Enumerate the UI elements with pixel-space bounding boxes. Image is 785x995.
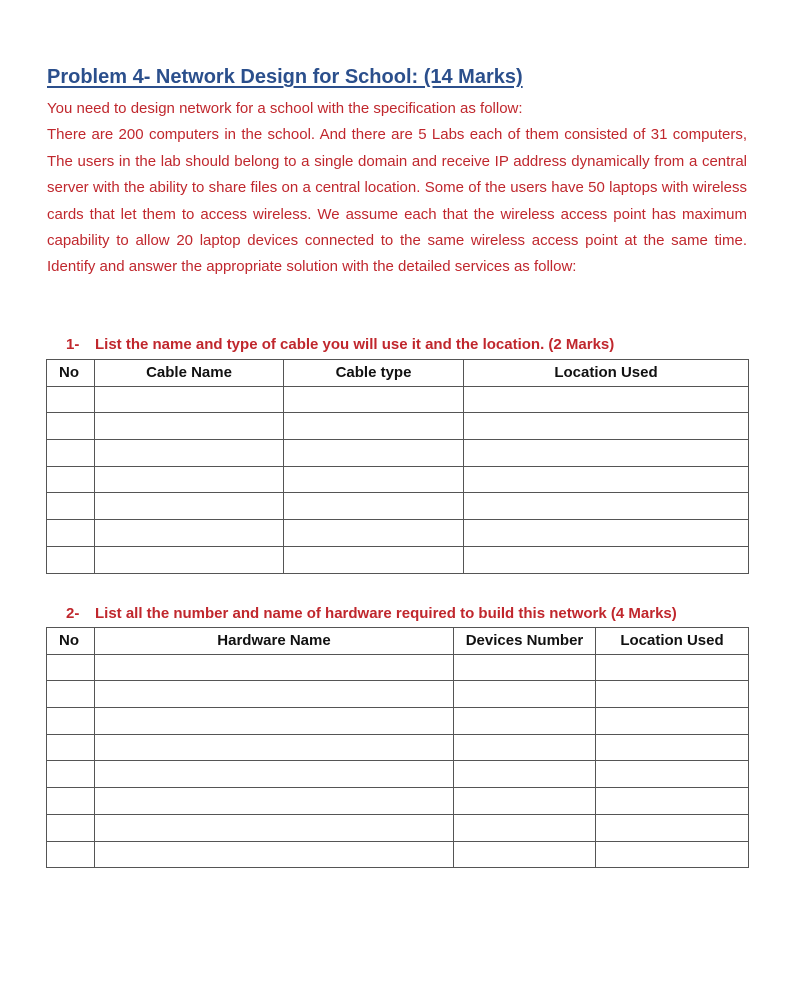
hardware-table-row (47, 841, 749, 868)
question-2-text: List all the number and name of hardware required to build this network (4 Marks) (95, 605, 677, 622)
cable-table-cell[interactable] (284, 546, 464, 573)
cable-table-cell[interactable] (47, 413, 95, 440)
hardware-header-devices: Devices Number (454, 628, 596, 655)
cable-table-row (47, 440, 749, 467)
hardware-table-header (47, 628, 749, 655)
cable-table-cell[interactable] (284, 386, 464, 413)
hardware-table-cell[interactable] (454, 654, 596, 681)
question-1-heading (66, 336, 614, 353)
hardware-header-name: Hardware Name (95, 628, 454, 655)
cable-table (46, 359, 749, 574)
cable-table-row (47, 546, 749, 573)
cable-table-cell[interactable] (47, 546, 95, 573)
description-text: There are 200 computers in the school. And there are 5 Labs each of them consisted of 31 computers, The users in the lab should belong to a single domain and receive IP address dynamically from a central server with the ability to share files on a central location. Some of the users have 50 laptops with wireless cards that let them to access wireless. We assume each that the wireless access point has maximum capability to allow 20 laptop devices connected to the same wireless access point at the same time. Identify and answer the appropriate solution with the detailed services as follow: (47, 126, 747, 276)
cable-header-location: Location Used (464, 360, 749, 387)
cable-table-cell[interactable] (95, 520, 284, 547)
question-1-text: List the name and type of cable you will use it and the location. (2 Marks) (95, 336, 615, 353)
intro-line: You need to design network for a school with the specification as follow: (47, 100, 523, 117)
hardware-table-body (47, 654, 749, 868)
hardware-table-cell[interactable] (596, 814, 749, 841)
cable-table-cell[interactable] (47, 493, 95, 520)
cable-table-cell[interactable] (284, 413, 464, 440)
hardware-table-cell[interactable] (95, 654, 454, 681)
hardware-table-cell[interactable] (95, 814, 454, 841)
hardware-table-cell[interactable] (596, 654, 749, 681)
cable-table-cell[interactable] (284, 466, 464, 493)
hardware-table-cell[interactable] (454, 761, 596, 788)
cable-table-cell[interactable] (464, 546, 749, 573)
cable-table-row (47, 386, 749, 413)
cable-table-cell[interactable] (95, 413, 284, 440)
hardware-table-cell[interactable] (95, 681, 454, 708)
hardware-table-cell[interactable] (454, 814, 596, 841)
hardware-header-no: No (47, 628, 95, 655)
hardware-table-cell[interactable] (95, 708, 454, 735)
hardware-table-cell[interactable] (47, 681, 95, 708)
hardware-table-cell[interactable] (95, 734, 454, 761)
hardware-table-cell[interactable] (454, 734, 596, 761)
cable-table-cell[interactable] (284, 520, 464, 547)
hardware-table-cell[interactable] (47, 654, 95, 681)
hardware-table-cell[interactable] (596, 734, 749, 761)
cable-table-cell[interactable] (284, 493, 464, 520)
hardware-table-cell[interactable] (47, 708, 95, 735)
hardware-table-row (47, 734, 749, 761)
cable-header-name: Cable Name (95, 360, 284, 387)
question-2-heading (66, 605, 677, 622)
hardware-table-cell[interactable] (454, 841, 596, 868)
cable-table-cell[interactable] (47, 466, 95, 493)
hardware-table-cell[interactable] (47, 788, 95, 815)
cable-table-cell[interactable] (464, 466, 749, 493)
hardware-table-row (47, 814, 749, 841)
question-1-number: 1- (66, 336, 80, 353)
hardware-table-cell[interactable] (596, 681, 749, 708)
hardware-table-cell[interactable] (596, 788, 749, 815)
hardware-table-cell[interactable] (47, 761, 95, 788)
cable-table-cell[interactable] (464, 413, 749, 440)
cable-table-cell[interactable] (284, 440, 464, 467)
cable-table-body (47, 386, 749, 573)
cable-table-cell[interactable] (464, 493, 749, 520)
hardware-table-row (47, 681, 749, 708)
cable-table-row (47, 413, 749, 440)
hardware-table-row (47, 708, 749, 735)
hardware-table-cell[interactable] (596, 761, 749, 788)
cable-table-cell[interactable] (47, 520, 95, 547)
hardware-table-cell[interactable] (454, 708, 596, 735)
hardware-table-cell[interactable] (596, 841, 749, 868)
cable-table-row (47, 493, 749, 520)
hardware-table-cell[interactable] (95, 841, 454, 868)
hardware-table-cell[interactable] (95, 761, 454, 788)
hardware-table-row (47, 654, 749, 681)
cable-table-cell[interactable] (464, 440, 749, 467)
cable-table-cell[interactable] (47, 440, 95, 467)
hardware-table-cell[interactable] (95, 788, 454, 815)
cable-table-row (47, 466, 749, 493)
cable-table-cell[interactable] (464, 520, 749, 547)
cable-table-cell[interactable] (464, 386, 749, 413)
cable-table-cell[interactable] (47, 386, 95, 413)
hardware-table-cell[interactable] (454, 788, 596, 815)
hardware-table (46, 627, 749, 868)
cable-table-cell[interactable] (95, 386, 284, 413)
cable-table-row (47, 520, 749, 547)
cable-header-type: Cable type (284, 360, 464, 387)
cable-table-cell[interactable] (95, 466, 284, 493)
hardware-table-row (47, 788, 749, 815)
hardware-table-cell[interactable] (47, 841, 95, 868)
hardware-table-cell[interactable] (454, 681, 596, 708)
hardware-header-location: Location Used (596, 628, 749, 655)
hardware-table-row (47, 761, 749, 788)
cable-header-no: No (47, 360, 95, 387)
cable-table-cell[interactable] (95, 440, 284, 467)
cable-table-cell[interactable] (95, 493, 284, 520)
problem-title: Problem 4- Network Design for School: (14 Marks) (47, 66, 523, 88)
hardware-table-cell[interactable] (47, 814, 95, 841)
cable-table-header (47, 360, 749, 387)
problem-description (47, 96, 747, 281)
hardware-table-cell[interactable] (596, 708, 749, 735)
question-2-number: 2- (66, 605, 80, 622)
hardware-table-cell[interactable] (47, 734, 95, 761)
cable-table-cell[interactable] (95, 546, 284, 573)
